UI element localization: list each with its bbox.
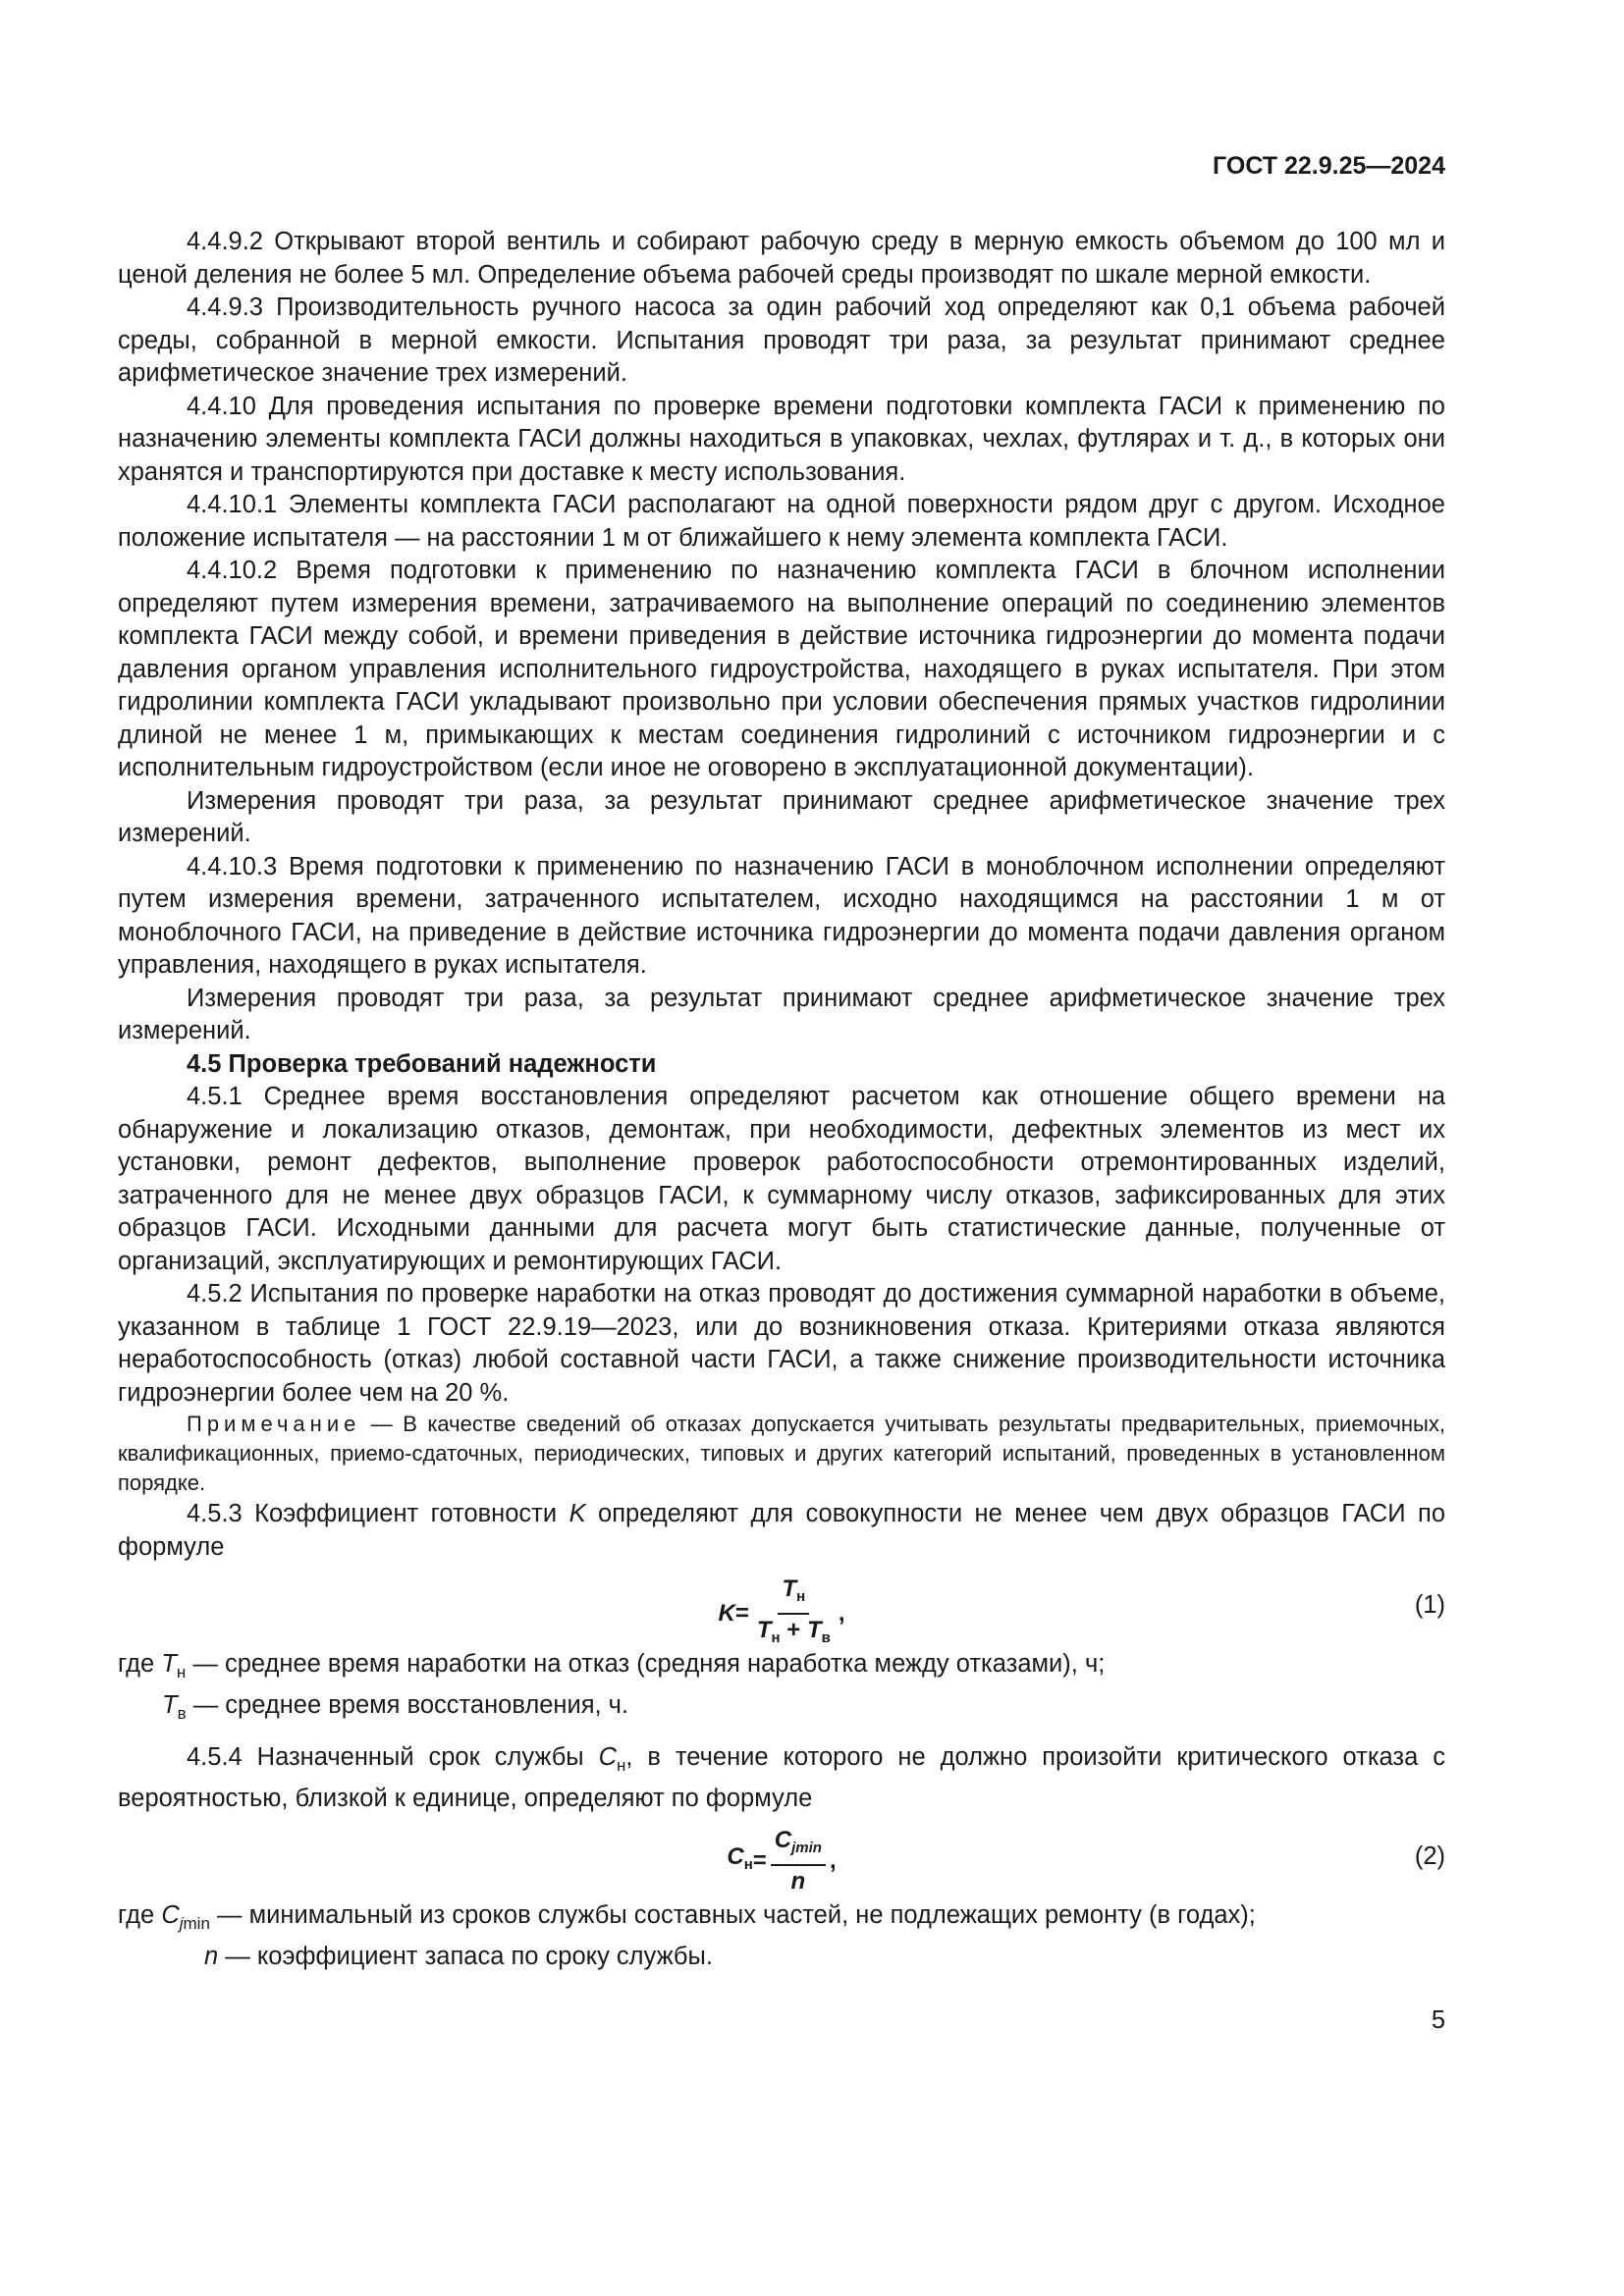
formula-2-numerator [771, 1827, 826, 1866]
formula-2-lhs [727, 1841, 752, 1882]
paragraph-4-5-4 [118, 1741, 1445, 1815]
legend-3-prefix: где [118, 1901, 162, 1929]
legend-3-text: — минимальный из сроков службы составных частей, не подлежащих ремонту (в годах); [209, 1901, 1256, 1929]
legend-1-prefix: где [118, 1650, 162, 1678]
legend-3-symbol: C [161, 1901, 180, 1929]
f1-den-t1: T [756, 1617, 772, 1643]
formula-1-legend [118, 1648, 1445, 1730]
formula-2-eq: = [752, 1847, 767, 1875]
f1-den-plus: + [780, 1617, 807, 1643]
f1-num-t: T [782, 1575, 797, 1602]
paragraph-4-4-10-2: 4.4.10.2 Время подготовки к применению по назначению комплекта ГАСИ в блочном исполнении определяют путем измерения времени, затрачиваемого на выполнение операций по соединению элементов комплекта ГАСИ между собой, и времени приведения в действие источника гидроэнергии до момента подачи давления органом управления исполнительного гидроустройства, находящего в руках испытателя. При этом гидролинии комплекта ГАСИ укладывают произвольно при условии обеспечения прямых участков гидролинии длиной не менее 1 м, примыкающих к местам соединения гидролиний с источником гидроэнергии и с исполнительным гидроустройством (если иное не оговорено в эксплуатационной документации). [118, 557, 1445, 781]
paragraph-4-4-10: 4.4.10 Для проведения испытания по проверке времени подготовки комплекта ГАСИ к применению по назначению элементы комплекта ГАСИ должны находиться в упаковках, чехлах, футлярах и т. д., в которых они хранятся и транспортируются при доставке к месту использования. [118, 392, 1445, 486]
legend-2-line-2 [118, 1941, 1445, 1974]
section-heading-4-5: 4.5 Проверка требований надежности [187, 1049, 657, 1078]
formula-2-row [118, 1819, 1445, 1894]
formula-2-fraction [771, 1827, 826, 1896]
p4-subscript: н [617, 1756, 626, 1775]
legend-1-text: — среднее время наработки на отказ (средняя наработка между отказами), ч; [186, 1650, 1106, 1678]
page-body [118, 226, 1445, 1973]
legend-1-line-2 [118, 1689, 1445, 1731]
f2-num-sub: jmin [791, 1840, 822, 1856]
paragraph-4-4-9-3: 4.4.9.3 Производительность ручного насоса за один рабочий ход определяют как 0,1 объема рабочей среды, собранной в мерной емкости. Испытания проводят три раза, за результат принимают среднее арифметическое значение трех измерений. [118, 294, 1445, 387]
formula-1-denominator [753, 1615, 835, 1652]
formula-1-fraction [753, 1575, 835, 1652]
formula-1-tail: , [838, 1600, 845, 1628]
paragraph-4-5-1: 4.5.1 Среднее время восстановления определяют расчетом как отношение общего времени на обнаружение и локализацию отказов, демонтаж, при необходимости, дефектных элементов из мест их установки, ремонт дефектов, выполнение проверок работоспособности отремонтированных изделий, затраченного для не менее двух образцов ГАСИ, к суммарному числу отказов, зафиксированных для этих образцов ГАСИ. Исходными данными для расчета могут быть статистические данные, полученные от организаций, эксплуатирующих и ремонтирующих ГАСИ. [118, 1083, 1445, 1275]
legend-1-symbol: T [161, 1650, 177, 1678]
f2-lhs-c: C [727, 1843, 744, 1871]
legend-2-subscript: в [177, 1703, 187, 1723]
equation-number-2: (2) [1414, 1842, 1445, 1870]
formula-1 [118, 1575, 1445, 1652]
formula-1-row [118, 1568, 1445, 1646]
note-label: Примечание [187, 1412, 361, 1436]
legend-3-subscript-min: min [183, 1914, 210, 1933]
paragraph-4-5-2: 4.5.2 Испытания по проверке наработки на отказ проводят до достижения суммарной наработки в объеме, указанном в таблице 1 ГОСТ 22.9.19—2023, или до возникновения отказа. Критериями отказа являются неработоспособность (отказ) любой составной части ГАСИ, а также снижение производительности источника гидроэнергии более чем на 20 %. [118, 1280, 1445, 1407]
p3-text-a: 4.5.3 Коэффициент готовности [187, 1500, 569, 1527]
legend-1-line-1 [118, 1648, 1445, 1689]
note [118, 1410, 1445, 1498]
p4-text-a: 4.5.4 Назначенный срок службы [187, 1743, 599, 1771]
f1-den-sub2: в [821, 1629, 831, 1646]
p3-var-k: K [568, 1500, 586, 1527]
f2-lhs-sub: н [743, 1856, 753, 1874]
formula-2 [118, 1827, 1445, 1896]
document-code-header: ГОСТ 22.9.25—2024 [1213, 152, 1445, 180]
paragraph-measurements-1: Измерения проводят три раза, за результат принимают среднее арифметическое значение трех измерений. [118, 786, 1445, 847]
paragraph-4-4-9-2: 4.4.9.2 Открывают второй вентиль и собирают рабочую среду в мерную емкость объемом до 100 мл и ценой деления не более 5 мл. Определение объема рабочей среды производят по шкале мерной емкости. [118, 228, 1445, 289]
p4-text-b: , в течение которого не должно произойти критического отказа с вероятностью, близкой к единице, определяют по формуле [118, 1743, 1445, 1812]
paragraph-4-5-3 [118, 1498, 1445, 1564]
f2-num-c: C [774, 1827, 792, 1853]
formula-1-lhs: K [718, 1600, 735, 1628]
page-number: 5 [1431, 2006, 1445, 2034]
legend-1-subscript: н [176, 1663, 187, 1682]
paragraph-4-4-10-1: 4.4.10.1 Элементы комплекта ГАСИ располагают на одной поверхности рядом друг с другом. Исходное положение испытателя — на расстоянии 1 м от ближайшего к нему элемента комплекта ГАСИ. [118, 491, 1445, 552]
legend-4-symbol: n [204, 1942, 219, 1970]
legend-4-text: — коэффициент запаса по сроку службы. [218, 1942, 713, 1970]
equation-number-1: (1) [1414, 1591, 1445, 1619]
paragraph-4-4-10-3: 4.4.10.3 Время подготовки к применению по назначению ГАСИ в моноблочном исполнении определяют путем измерения времени, затраченного испытателем, исходно находящимся на расстоянии 1 м от моноблочного ГАСИ, на приведение в действие источника гидроэнергии до момента подачи давления органом управления, находящего в руках испытателя. [118, 852, 1445, 979]
legend-3-subscript-j: j [179, 1914, 184, 1933]
legend-2-text: — среднее время восстановления, ч. [186, 1690, 629, 1719]
legend-2-symbol: T [162, 1690, 178, 1719]
formula-2-denominator: n [790, 1868, 806, 1895]
note-text: — В качестве сведений об отказах допускается учитывать результаты предварительных, приемочных, квалификационных, приемо-сдаточных, периодических, типовых и других категорий испытаний, проведенных в установленном порядке. [118, 1412, 1445, 1495]
f1-den-t2: T [806, 1617, 822, 1643]
paragraph-measurements-2: Измерения проводят три раза, за результат принимают среднее арифметическое значение трех измерений. [118, 984, 1445, 1044]
p4-symbol: C [598, 1743, 617, 1771]
f1-den-sub1: н [771, 1629, 781, 1646]
legend-2-line-1 [118, 1899, 1445, 1941]
formula-2-tail: , [829, 1847, 837, 1875]
f1-num-sub: н [796, 1588, 806, 1605]
p3-text-b: определяют для совокупности не менее чем двух образцов ГАСИ по формуле [118, 1500, 1445, 1561]
formula-1-numerator [778, 1575, 809, 1615]
formula-2-legend [118, 1899, 1445, 1973]
formula-1-eq: = [734, 1600, 749, 1628]
